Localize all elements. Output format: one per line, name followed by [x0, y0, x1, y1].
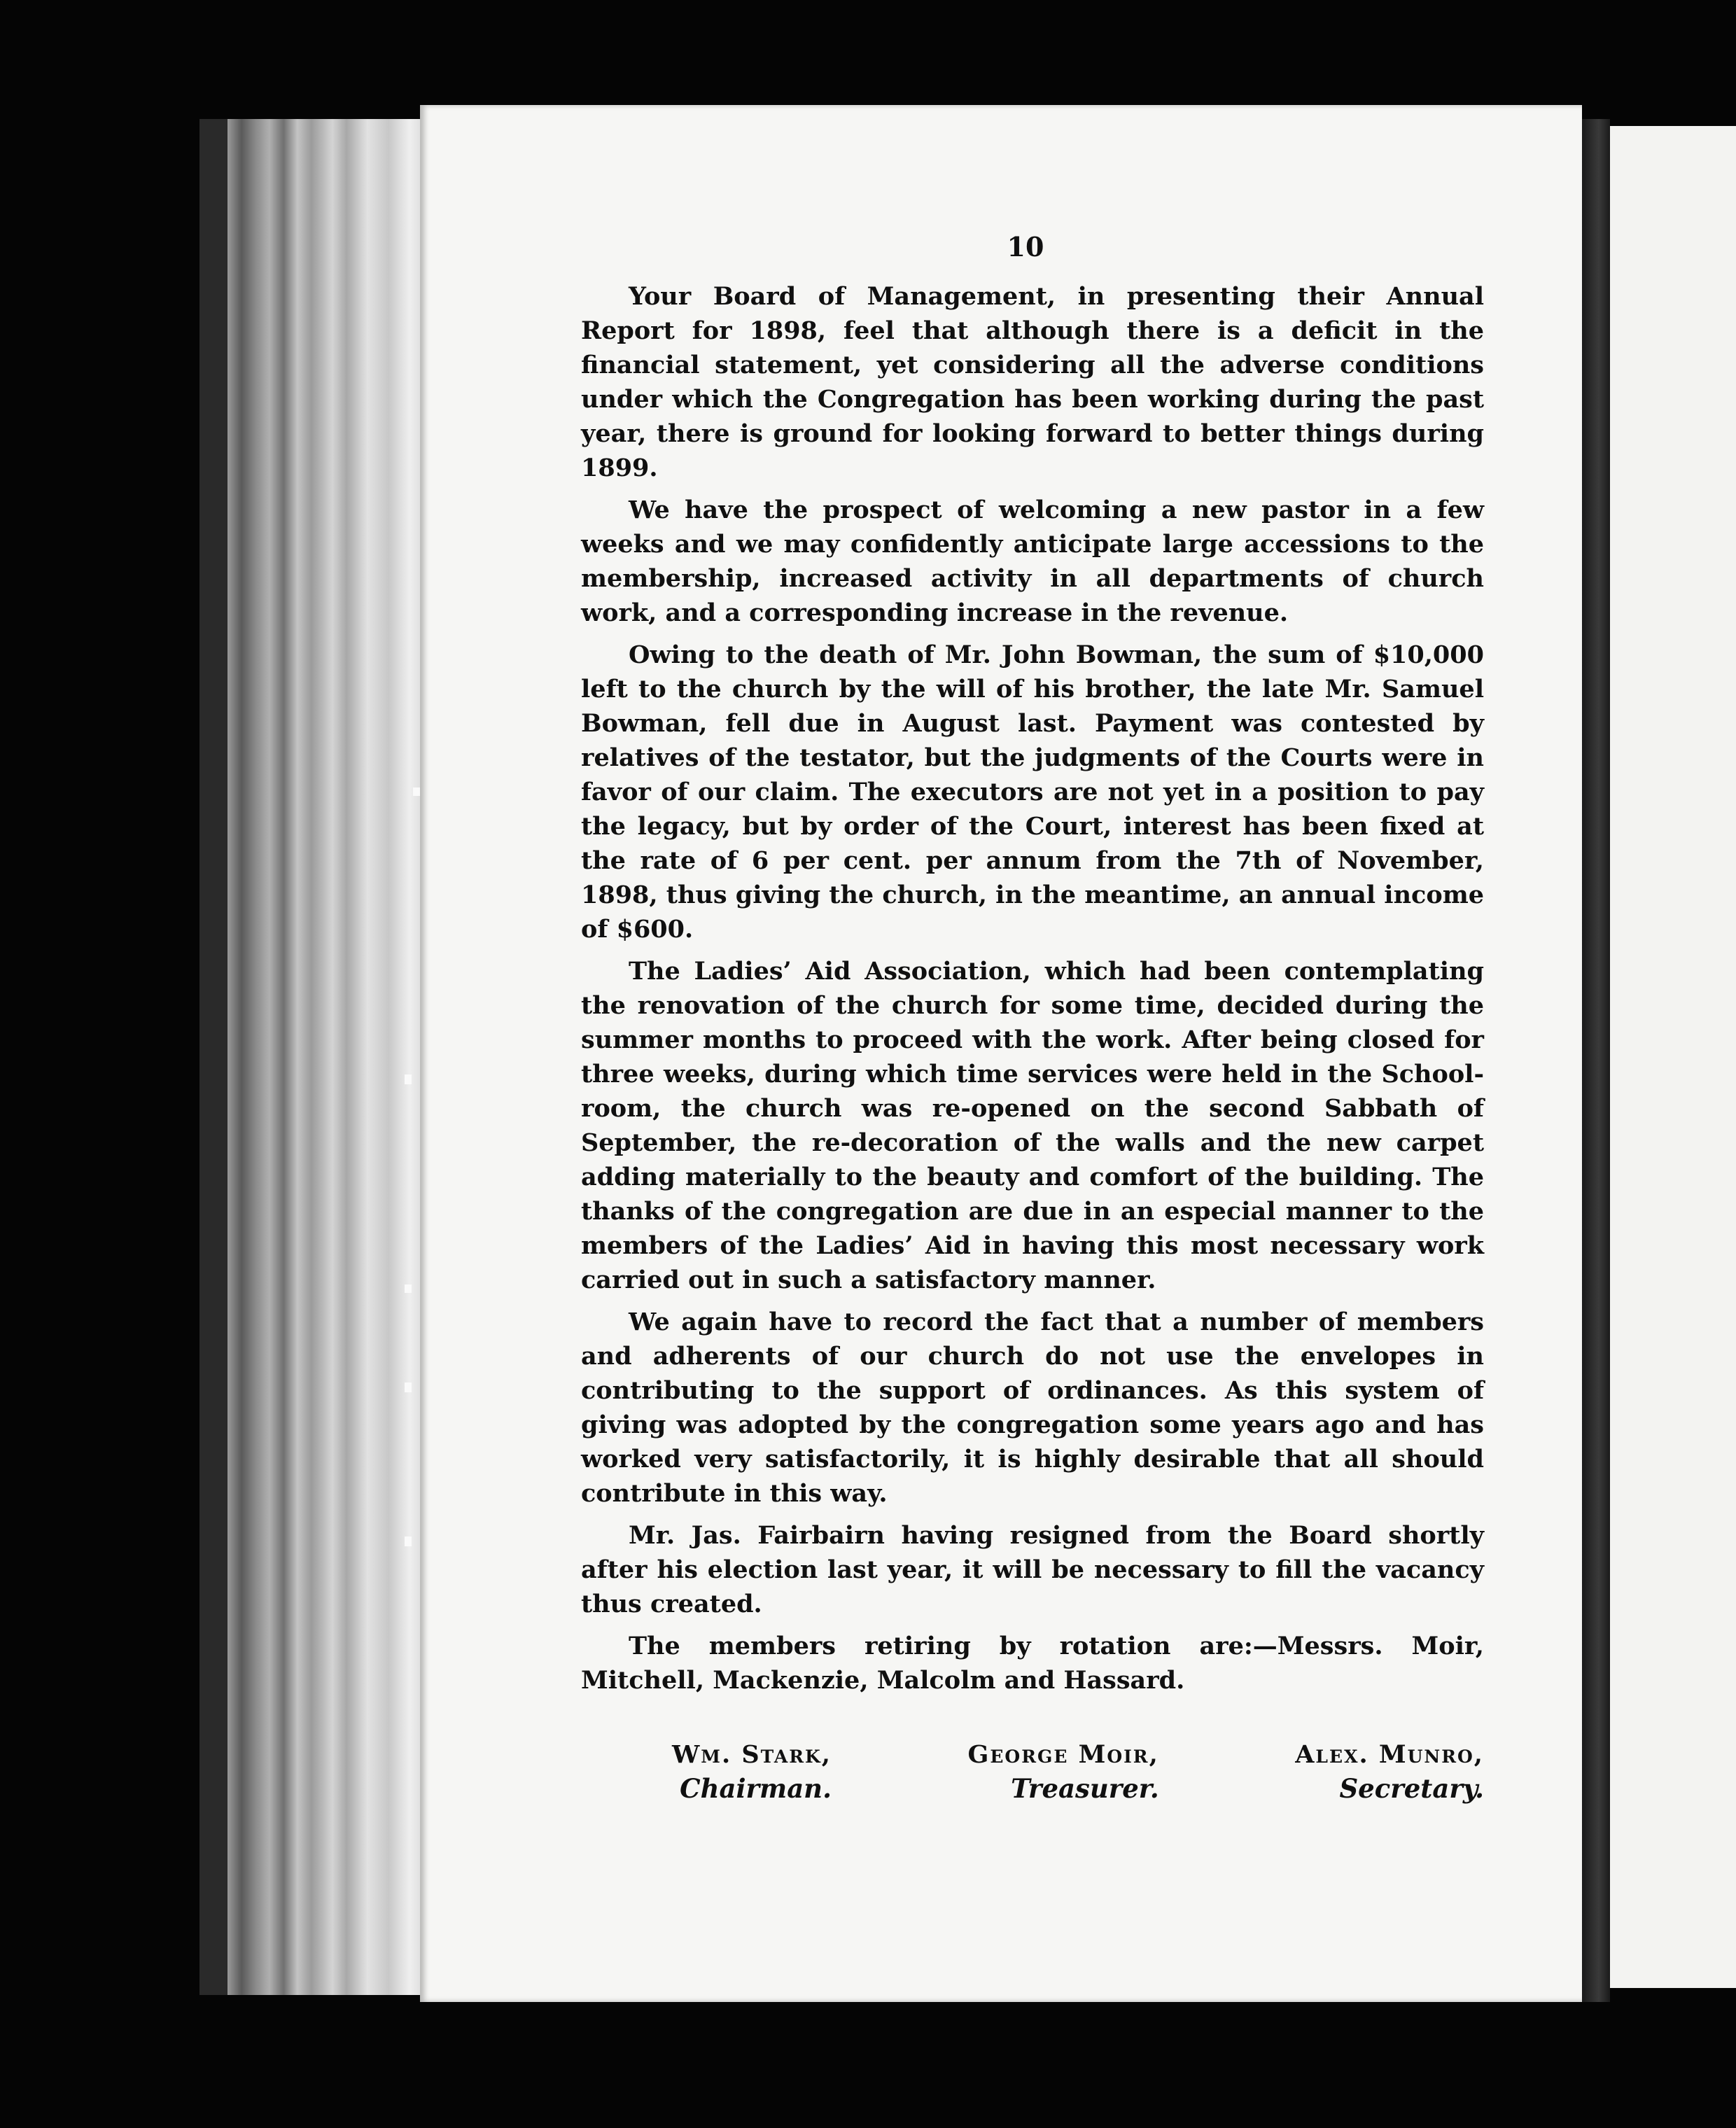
page-number: 10 — [1007, 231, 1044, 262]
paragraph-envelopes: We again have to record the fact that a number of members and adherents of our church do not use the envelopes in contributing to the support of ordinances. As this system of giving was adopted by the congregation some years ago and has worked very satisfactorily, it is highly desirable that all should contribute in this way. — [581, 1308, 1484, 1508]
paragraph-ladies-aid: The Ladies’ Aid Association, which had been contemplating the renovation of the church for some time, decided during the summer months to proceed with the work. After being closed for three weeks, during which time services were held in the School-room, the church was re-opened on the second Sabbath of September, the re-decoration of the walls and the new carpet adding materially to the beauty and comfort of the building. The thanks of the congregation are due in an especial manner to the members of the Ladies’ Aid in having this most necessary work carried out in such a satisfactory manner. — [581, 957, 1484, 1294]
page-tab-marker — [405, 1382, 412, 1392]
paragraph-vacancy: Mr. Jas. Fairbairn having resigned from the Board shortly after his election last year, it will be necessary to fill the vacancy thus created. — [581, 1521, 1484, 1618]
paragraph-retiring-members: The members retiring by rotation are:—Messrs. Moir, Mitchell, Mackenzie, Malcolm and Hassard. — [581, 1632, 1484, 1695]
signature-title: Secretary. — [1339, 1773, 1484, 1804]
paragraph-new-pastor: We have the prospect of welcoming a new pastor in a few weeks and we may confidently anticipate large accessions to the membership, increased activity in all departments of church work, and a corresponding increase in the revenue. — [581, 496, 1484, 627]
signature-chairman — [672, 1738, 832, 1805]
signature-name: Wm. Stark, — [672, 1740, 832, 1769]
paragraph-annual-report: Your Board of Management, in presenting their Annual Report for 1898, feel that although there is a deficit in the financial statement, yet considering all the adverse conditions under which the Congregation has been working during the past year, there is ground for looking forward to better things during 1899. — [581, 282, 1484, 482]
page-content — [581, 231, 1484, 1805]
book-page-edges — [200, 119, 438, 1995]
signature-treasurer — [967, 1738, 1158, 1805]
signature-title: Treasurer. — [1011, 1773, 1159, 1804]
page-gutter-shadow — [1582, 119, 1610, 2002]
facing-page-edge — [1603, 126, 1736, 1988]
page-tab-marker — [405, 1536, 412, 1546]
book-spine-shadow — [200, 119, 227, 1995]
signature-secretary — [1295, 1738, 1484, 1805]
page-tab-marker — [405, 1284, 412, 1293]
signature-title: Chairman. — [680, 1773, 832, 1804]
page-tab-marker — [413, 788, 420, 796]
paragraph-bowman-legacy: Owing to the death of Mr. John Bowman, the sum of $10,000 left to the church by the will of his brother, the late Mr. Samuel Bowman, fell due in August last. Payment was contested by relatives of the testator, but the judgments of the Courts were in favor of our claim. The executors are not yet in a position to pay the legacy, but by order of the Court, interest has been fixed at the rate of 6 per cent. per annum from the 7th of November, 1898, thus giving the church, in the meantime, an annual income of $600. — [581, 640, 1484, 944]
signature-block — [581, 1738, 1484, 1805]
page-tab-marker — [405, 1074, 412, 1084]
signature-name: Alex. Munro, — [1295, 1740, 1484, 1769]
signature-name: George Moir, — [967, 1740, 1159, 1769]
